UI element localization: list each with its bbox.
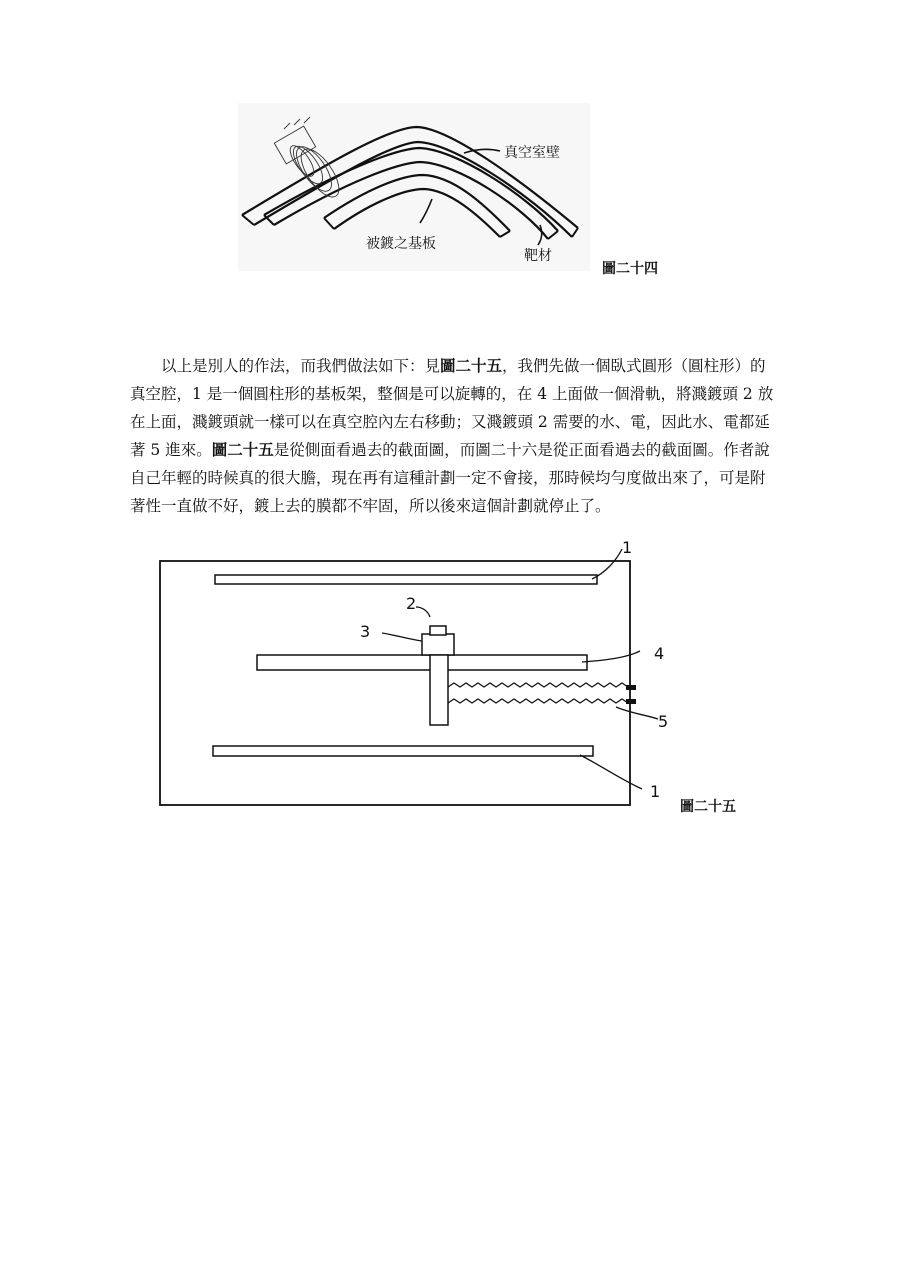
rail-4 <box>257 655 587 670</box>
vacuum-chamber-outline <box>160 561 630 805</box>
substrate-holder-top <box>215 575 597 584</box>
figure-24 <box>238 103 590 271</box>
body-paragraph <box>130 352 780 520</box>
label-target: 靶材 <box>524 248 552 264</box>
label-chamber-wall: 真空室壁 <box>504 145 560 161</box>
label-5: 5 <box>658 712 669 731</box>
label-1-top: 1 <box>622 538 633 557</box>
label-4: 4 <box>654 644 665 663</box>
sputter-head-3 <box>422 634 454 655</box>
label-substrate: 被鍍之基板 <box>366 236 436 252</box>
label-2: 2 <box>406 594 417 613</box>
paragraph-text-3: 是從側面看過去的截面圖，而圖二十六是從正面看過去的截面圖。作者說自己年輕的時候真的很大膽，現在再有這種計劃一定不會接，那時候均勻度做出來了，可是附著性一直做不好，鍍上去的膜都不牢固，所以後來這個計劃就停止了。 <box>130 441 770 515</box>
figure-24-caption: 圖二十四 <box>602 261 658 277</box>
figure-25 <box>150 535 670 815</box>
figure-reference-1: 圖二十五 <box>440 357 503 375</box>
label-1-bottom: 1 <box>650 782 661 801</box>
sputter-head-cap-2 <box>430 626 446 635</box>
bellows-5-upper <box>448 683 628 687</box>
bellows-5-lower <box>448 699 628 703</box>
substrate-holder-bottom <box>213 746 593 756</box>
figure-25-caption: 圖二十五 <box>680 799 736 815</box>
paragraph-text-2: ，我們先做一個臥式圓形（圓柱形）的真空腔，1 是一個圓柱形的基板架，整個是可以旋轉的，在 4 上面做一個滑軌，將濺鍍頭 2 放在上面，濺鍍頭就一樣可以在真空腔內左右移動；又濺鍍頭 2 需要的水、電，因此水、電都延著 5 進來。 <box>130 357 774 459</box>
sputter-post <box>430 655 448 725</box>
figure-24-drawing <box>238 103 590 271</box>
paragraph-text-1: 以上是別人的作法，而我們做法如下：見 <box>161 357 441 375</box>
label-3: 3 <box>360 622 371 641</box>
figure-25-drawing <box>150 535 670 815</box>
figure-reference-2: 圖二十五 <box>211 441 274 459</box>
